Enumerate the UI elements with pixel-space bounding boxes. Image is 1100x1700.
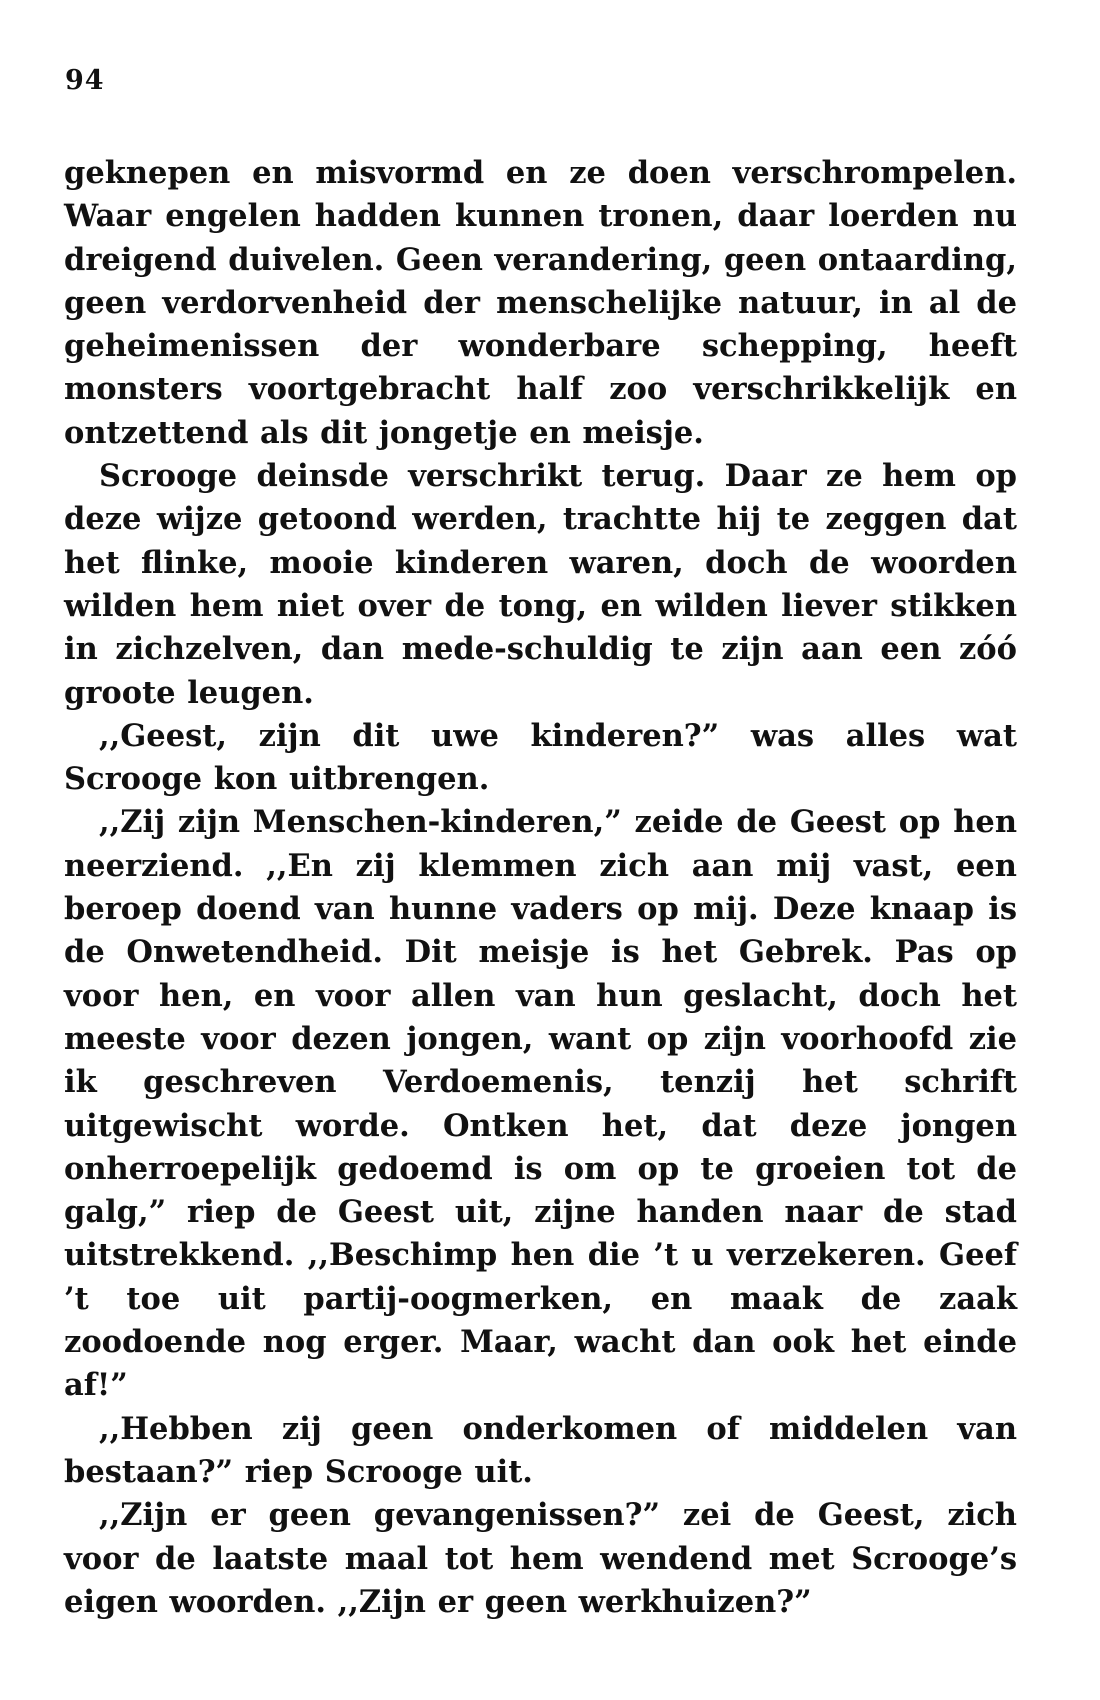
paragraph-3: ,,Geest, zijn dit uwe kinderen?” was alles wat Scrooge kon uitbrengen.: [64, 717, 1017, 798]
paragraph-2: Scrooge deinsde verschrikt terug. Daar ze hem op deze wijze getoond werden, trachtte hij te zeggen dat het flinke, mooie kinderen waren, doch de woorden wilden hem niet over de tong, en wilden liever stikken in zichzelven, dan mede-schuldig te zijn aan een zóó groote leugen.: [64, 458, 1017, 711]
body-text: [64, 152, 1017, 1624]
paragraph-4: ,,Zij zijn Menschen-kinderen,” zeide de Geest op hen neerziend. ,,En zij klemmen zich aan mij vast, een beroep doend van hunne vaders op mij. Deze knaap is de Onwetendheid. Dit meisje is het Gebrek. Pas op voor hen, en voor allen van hun geslacht, doch het meeste voor dezen jongen, want op zijn voorhoofd zie ik geschreven Verdoemenis, tenzij het schrift uitgewischt worde. Ontken het, dat deze jongen onherroepelijk gedoemd is om op te groeien tot de galg,” riep de Geest uit, zijne handen naar de stad uitstrekkend. ,,Beschimp hen die ’t u verzekeren. Geef ’t toe uit partij-oogmerken, en maak de zaak zoodoende nog erger. Maar, wacht dan ook het einde af!”: [64, 804, 1017, 1404]
paragraph-6: ,,Zijn er geen gevangenissen?” zei de Geest, zich voor de laatste maal tot hem wendend met Scrooge’s eigen woorden. ,,Zijn er geen werkhuizen?”: [64, 1497, 1017, 1620]
paragraph-5: ,,Hebben zij geen onderkomen of middelen van bestaan?” riep Scrooge uit.: [64, 1410, 1017, 1490]
page-number: 94: [65, 65, 105, 96]
paragraph-1: geknepen en misvormd en ze doen verschrompelen. Waar engelen hadden kunnen tronen, daar loerden nu dreigend duivelen. Geen verandering, geen ontaarding, geen verdorvenheid der menschelijke natuur, in al de geheimenissen der wonderbare schepping, heeft monsters voortgebracht half zoo verschrikkelijk en ontzettend als dit jongetje en meisje.: [64, 155, 1017, 451]
